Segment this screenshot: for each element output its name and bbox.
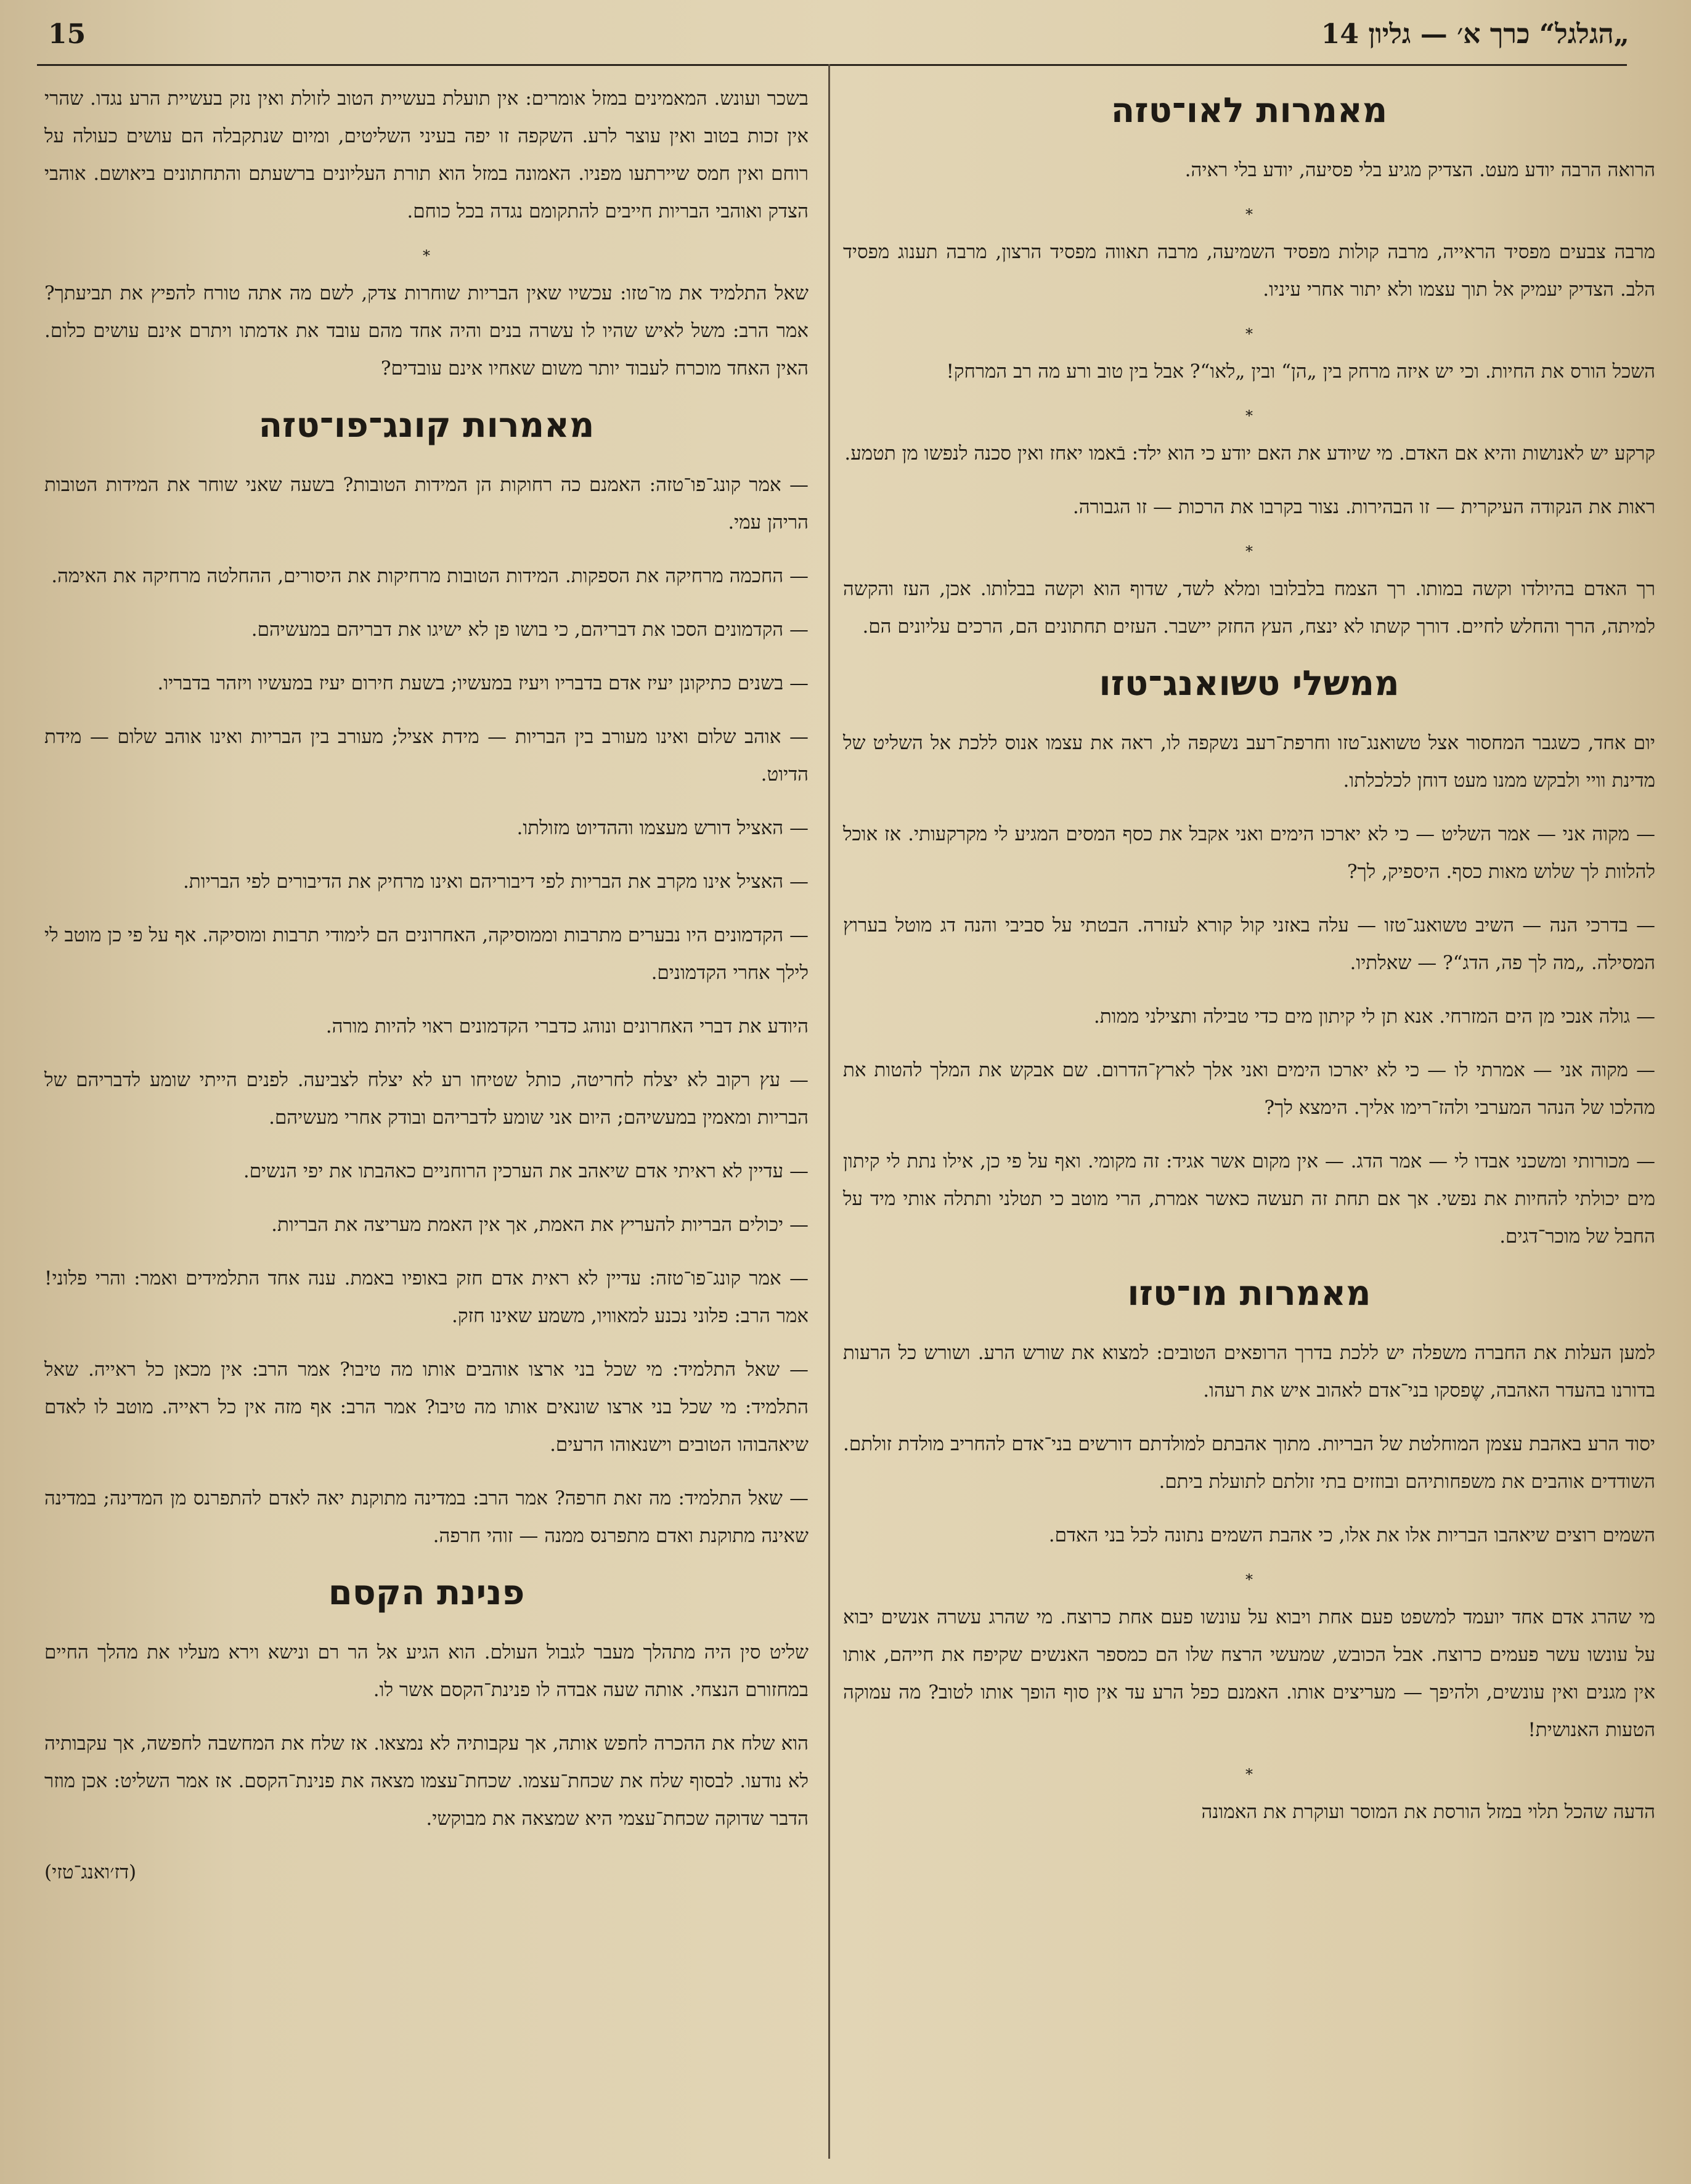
paragraph: שאל התלמיד את מו־טזו: עכשיו שאין הבריות שוחרות צדק, לשם מה אתה טורח להפיץ את תביעתך? אמר הרב: משל לאיש שהיו לו עשרה בנים והיה אחד מהם עובד את אדמתו ויתרם אינם עושים כלום. האין האחד מוכרח לעבוד יותר משום שאחיו אינם עובדים?: [44, 282, 809, 380]
paragraph: — שאל התלמיד: מי שכל בני ארצו אוהבים אותו מה טיבו? אמר הרב: אין מכאן כל ראייה. שאל התלמיד: מי שכל בני ארצו שונאים אותו מה טיבו? אמר הרב: אף מזה אין כל ראייה. מוטב לו לאדם שיאהבוהו הטובים וישנאוהו הרעים.: [44, 1358, 809, 1456]
paragraph: השמים רוצים שיאהבו הבריות אלו את אלו, כי אהבת השמים נתונה לכל בני האדם.: [1048, 1524, 1655, 1546]
paragraph: קרקע יש לאנושות והיא אם האדם. מי שיודע את האם יודע כי הוא ילד: בֿאמו יאחז ואין סכנה לנפשו מן תטמע.: [844, 442, 1655, 465]
paragraph: מרבה צבעים מפסיד הראייה, מרבה קולות מפסיד השמיעה, מרבה תאווה מפסיד הרצון, מרבה תענוג מפסיד הלב. הצדיק יעמיק אל תוך עצמו ולא יתור אחרי עיניו.: [843, 241, 1655, 301]
masthead: „הגלגל“ כרך א׳ — גליון 14: [1321, 18, 1629, 50]
paragraph: — מקוה אני — אמר השליט — כי לא יארכו הימים ואני אקבל את כסף המסים המגיע לי מקרקעותי. אז אוכל להלוות לך שלוש מאות כסף. היספיק, לך?: [843, 823, 1655, 883]
paragraph: למען העלות את החברה משפלה יש ללכת בדרך הרופאים הטובים: למצוא את שורש הרע. ושורש כל הרעות בדורנו בהעדר האהבה, שֶפסקו בני־אדם לאהוב איש את רעהו.: [843, 1342, 1655, 1402]
section-title: מאמרות מו־טזו: [1127, 1273, 1371, 1313]
paragraph: הוא שלח את ההכרה לחפש אותה, אך עקבותיה לא נמצאו. אז שלח את המחשבה לחפשה, אך עקבותיה לא נודעו. לבסוף שלח את שכחת־עצמו. שכחת־עצמו מצאה את פנינת־הקסם. אז אמר השליט: אכן מוזר הדבר שדוקה שכחת־עצמי היא שמצאה את מבוקשי.: [44, 1732, 809, 1830]
section-title: ממשלי טשואנג־טזו: [1099, 664, 1400, 704]
separator-asterisk: *: [1245, 206, 1253, 223]
separator-asterisk: *: [1245, 543, 1253, 560]
separator-asterisk: *: [1245, 407, 1253, 424]
paragraph: — עדיין לא ראיתי אדם שיאהב את הערכין הרוחניים כאהבתו את יפי הנשים.: [243, 1160, 809, 1182]
paragraph: מי שהרג אדם אחד יועמד למשפט פעם אחת ויבוא על עונשו פעם אחת כרוצח. מי שהרג עשרה אנשים יבוא על עונשו עשר פעמים כרוצח. אבל הכובש, שמעשי הרצח שלו הם כמספר האנשים שקיפח את חייהם, אותו אין מגנים ואין עונשים, ולהיפך — מעריצים אותו. האמנם כפל הרע עד אין סוף הופך אותו לטוב? מה עמוקה הטעות האנושית!: [843, 1606, 1655, 1741]
separator-asterisk: *: [423, 247, 430, 264]
header-rule: [37, 64, 1627, 66]
paragraph: — אוהב שלום ואינו מעורב בין הבריות — מידת אציל; מעורב בין הבריות ואינו אוהב שלום — מידת הדיוט.: [44, 726, 809, 786]
paragraph: בשכר ועונש. המאמינים במזל אומרים: אין תועלת בעשיית הטוב לזולת ואין נזק בעשיית הרע נגדו. שהרי אין זכות בטוב ואין עוצר לרע. השקפה זו יפה בעיני השליטים, ומיום שנתקבלה הם עושים כעולה על רוחם ואין חמס שיירתעו מפניו. האמונה במזל הוא תורת העליונים ברשעתם והתחתונים ביאושם. אוהבי הצדק ואוהבי הבריות חייבים להתקומם נגדה בכל כוחם.: [44, 87, 809, 222]
section-title: פנינת הקסם: [328, 1573, 525, 1613]
paragraph: — אמר קונג־פו־טזה: האמנם כה רחוקות הן המידות הטובות? בשעה שאני שוחר את המידות הטובות הריהן עמי.: [44, 474, 809, 534]
paragraph: — יכולים הבריות להעריץ את האמת, אך אין האמת מעריצה את הבריות.: [271, 1214, 809, 1236]
left-column: [44, 80, 809, 1891]
paragraph: השכל הורס את החיות. וכי יש איזה מרחק בין „הן“ ובין „לאו“? אבל בין טוב ורע מה רב המרחק!: [946, 360, 1655, 383]
section-title: מאמרות לאו־טזה: [1110, 91, 1388, 131]
right-column: [843, 80, 1655, 1847]
paragraph: — שאל התלמיד: מה זאת חרפה? אמר הרב: במדינה מתוקנת יאה לאדם להתפרנס מן המדינה; במדינה שאינה מתוקנת ואדם מתפרנס ממנה — זוהי חרפה.: [44, 1487, 809, 1547]
paragraph: הרואה הרבה יודע מעט. הצדיק מגיע בלי פסיעה, יודע בלי ראיה.: [1184, 159, 1655, 181]
paragraph: היודע את דברי האחרונים ונוהג כדברי הקדמונים ראוי להיות מורה.: [325, 1015, 809, 1037]
section-title: מאמרות קונג־פו־טזה: [258, 405, 595, 445]
paragraph: — האציל אינו מקרב את הבריות לפי דיבוריהם ואינו מרחיק את הדיבורים לפי הבריות.: [182, 871, 809, 893]
paragraph: — החכמה מרחיקה את הספקות. המידות הטובות מרחיקות את היסורים, ההחלטה מרחיקה את האימה.: [51, 565, 809, 587]
paragraph: — הקדמונים היו נבערים מתרבות וממוסיקה, האחרונים הם לימודי תרבות ומוסיקה. אף על פי כן מוטב לי לילך אחרי הקדמונים.: [44, 924, 809, 984]
paragraph: יסוד הרע באהבת עצמן המוחלטת של הבריות. מתוך אהבתם למולדתם דורשים בני־אדם להחריב מולדת זולתם. השודדים אוהבים את משפחותיהם ובוזזים בתי זולתם לתועלת ביתם.: [843, 1433, 1655, 1493]
paragraph: — מכורותי ומשכני אבדו לי — אמר הדג. — אין מקום אשר אגיד: זה מקומי. ואף על פי כן, אילו נתת לי קיתון מים יכולתי להחיות את נפשי. אך אם תחת זה תעשה כאשר אמרת, הרי מוטב כי תטלני ותתלה אותי מיד על החבל של מוכר־דגים.: [843, 1150, 1655, 1248]
paragraph: — מקוה אני — אמרתי לו — כי לא יארכו הימים ואני אלך לארץ־הדרום. שם אבקש את המלך להטות את מהלכו של הנהר המערבי ולהז־רימו אליך. הימצא לך?: [843, 1059, 1655, 1119]
attribution: (דז׳ואנג־טזי): [44, 1861, 137, 1883]
column-divider: [828, 64, 830, 2159]
paragraph: — גולה אנכי מן הים המזרחי. אנא תן לי קיתון מים כדי טבילה ותצילני ממות.: [1093, 1005, 1655, 1028]
paragraph: — הקדמונים הסכו את דבריהם, כי בושו פן לא ישיגו את דבריהם במעשיהם.: [251, 619, 809, 641]
separator-asterisk: *: [1245, 325, 1253, 343]
separator-asterisk: *: [1245, 1766, 1253, 1783]
separator-asterisk: *: [1245, 1571, 1253, 1588]
paragraph: הדעה שהכל תלוי במזל הורסת את המוסר ועוקרת את האמונה: [1201, 1801, 1655, 1823]
paragraph: שליט סין היה מתהלך מעבר לגבול העולם. הוא הגיע אל הר רם ונישא וירא מעליו את מהלך החיים במחזורם הנצחי. אותה שעה אבדה לו פנינת־הקסם אשר לו.: [44, 1641, 809, 1701]
paragraph: רך האדם בהיולדו וקשה במותו. רך הצמח בלבלובו ומלא לשד, שדוף הוא וקשה בבלותו. אכן, העז והקשה למיתה, הרך והחלש לחיים. דורך קשתו לא ינצח, העץ החזק יישבר. העזים תחתונים הם, הרכים עליונים הם.: [843, 578, 1655, 638]
paragraph: — האציל דורש מעצמו וההדיוט מזולתו.: [516, 817, 809, 839]
paragraph: יום אחד, כשגבר המחסור אצל טשואנג־טזו וחרפת־רעב נשקפה לו, ראה את עצמו אנוס ללכת אל השליט של מדינת וויי ולבקש ממנו מעט דוחן לכלכלתו.: [843, 732, 1655, 792]
paragraph: — בדרכי הנה — השיב טשואנג־טזו — עלה באזני קול קורא לעזרה. הבטתי על סביבי והנה דג מוטל בערוץ המסילה. „מה לך פה, הדג“? — שאלתיו.: [843, 914, 1655, 974]
paragraph: — עץ רקוב לא יצלח לחריטה, כותל שטיחו רע לא יצלח לצביעה. לפנים הייתי שומע לדבריהם של הבריות ומאמין במעשיהם; היום אני שומע לדבריהם ובודק אחרי מעשיהם.: [44, 1069, 809, 1129]
paragraph: — בשנים כתיקונן יעיז אדם בדבריו ויעיז במעשיו; בשעת חירום יעיז במעשיו ויזהר בדבריו.: [157, 672, 809, 694]
paragraph: — אמר קונג־פו־טזה: עדיין לא ראית אדם חזק באופיו באמת. ענה אחד התלמידים ואמר: והרי פלוני! אמר הרב: פלוני נכנע למאוויו, משמע שאינו חזק.: [44, 1267, 809, 1327]
page-number: 15: [48, 18, 86, 50]
paragraph: ראות את הנקודה העיקרית — זו הבהירות. נצור בקרבו את הרכות — זו הגבורה.: [1072, 496, 1655, 518]
